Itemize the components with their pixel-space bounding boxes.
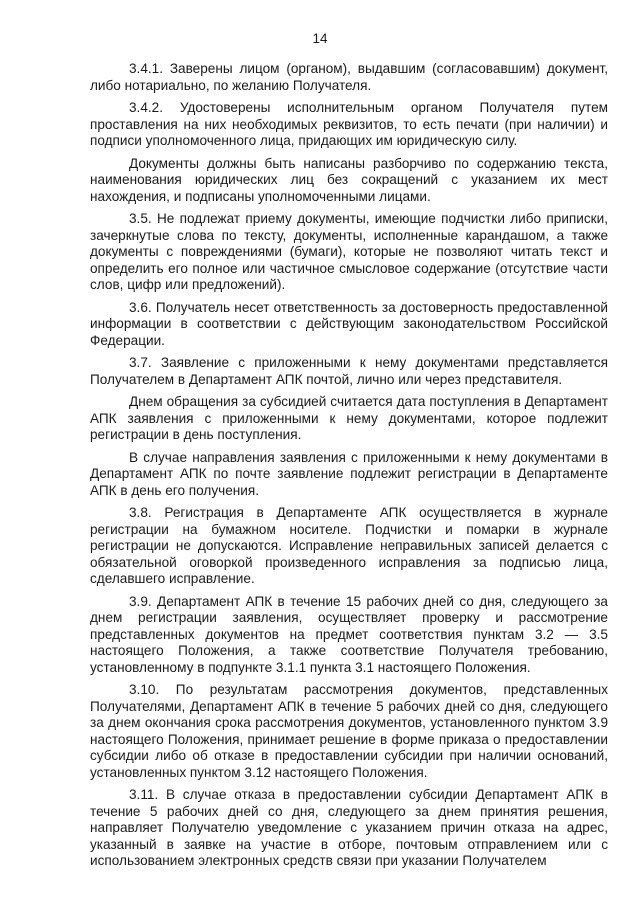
paragraph-application-date: Днем обращения за субсидией считается дата поступления в Департамент АПК заявления с приложенными к нему документами, которое подлежит регистрации в день поступления. (90, 394, 608, 442)
document-body (90, 61, 608, 876)
paragraph-3-6: 3.6. Получатель несет ответственность за достоверность предоставленной информации в соответствии с действующим законодательством Российской Федерации. (90, 299, 608, 348)
paragraph-3-8: 3.8. Регистрация в Департаменте АПК осуществляется в журнале регистрации на бумажном носителе. Подчистки и помарки в журнале регистрации не допускаются. Исправление неправильных записей делается с обязательной оговоркой произведенного исправления за подписью лица, сделавшего исправление. (90, 505, 608, 586)
paragraph-3-10: 3.10. По результатам рассмотрения документов, представленных Получателями, Департамент АПК в течение 5 рабочих дней со дня, следующего за днем окончания срока рассмотрения документов, установленного пунктом 3.9 настоящего Положения, принимает решение в форме приказа о предоставлении субсидии либо об отказе в предоставлении субсидии при наличии оснований, установленных пунктом 3.12 настоящего Положения. (90, 682, 608, 780)
paragraph-3-11: 3.11. В случае отказа в предоставлении субсидии Департамент АПК в течение 5 рабочих дней со дня, следующего за днем принятия решения, направляет Получателю уведомление с указанием причин отказа на адрес, указанный в заявке на участие в отборе, почтовым отправлением или с использованием электронных средств связи при указании Получателем (90, 787, 608, 868)
page-number: 14 (312, 31, 328, 46)
paragraph-documents-requirements: Документы должны быть написаны разборчиво по содержанию текста, наименования юридических лиц без сокращений с указанием их мест нахождения, и подписаны уполномоченными лицами. (90, 155, 608, 204)
paragraph-3-9: 3.9. Департамент АПК в течение 15 рабочих дней со дня, следующего за днем регистрации заявления, осуществляет проверку и рассмотрение представленных документов на предмет соответствия пунктам 3.2 — 3.5 настоящего Положения, а также соответствие Получателя требованию, установленному в подпункте 3.1.1 пункта 3.1 настоящего Положения. (90, 593, 608, 675)
paragraph-3-5: 3.5. Не подлежат приему документы, имеющие подчистки либо приписки, зачеркнутые слова по тексту, документы, исполненные карандашом, а также документы с повреждениями (бумаги), которые не позволяют читать текст и определить его полное или частичное смысловое содержание (отсутствие части слов, цифр или предложений). (90, 211, 608, 292)
paragraph-3-7: 3.7. Заявление с приложенными к нему документами представляется Получателем в Департамент АПК почтой, лично или через представителя. (90, 355, 608, 387)
paragraph-3-4-1: 3.4.1. Заверены лицом (органом), выдавшим (согласовавшим) документ, либо нотариально, по желанию Получателя. (90, 61, 608, 93)
paragraph-3-4-2: 3.4.2. Удостоверены исполнительным органом Получателя путем проставления на них необходимых реквизитов, то есть печати (при наличии) и подписи уполномоченного лица, придающих им юридическую силу. (90, 100, 608, 148)
paragraph-postal-application: В случае направления заявления с приложенными к нему документами в Департамент АПК по почте заявление подлежит регистрации в Департаменте АПК в день его получения. (90, 449, 608, 498)
